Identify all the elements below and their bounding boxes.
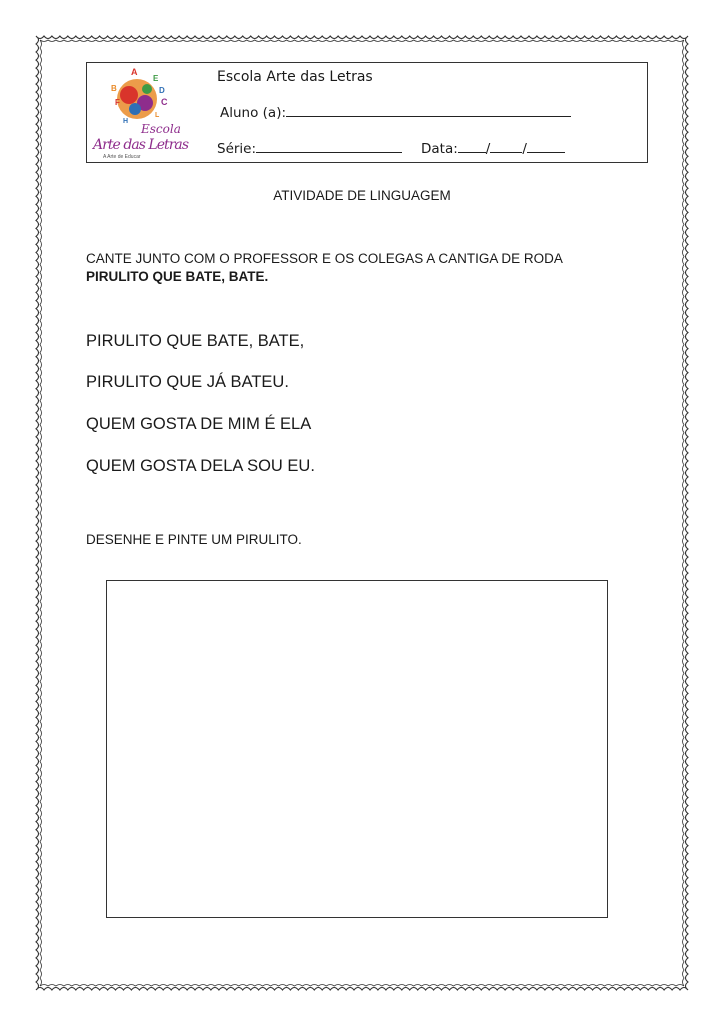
grade-label: Série: [217,141,257,157]
logo-script-escola: Escola [141,122,181,136]
date-day-field[interactable] [458,139,486,153]
drawing-instruction: DESENHE E PINTE UM PIRULITO. [86,532,302,547]
activity-title: ATIVIDADE DE LINGUAGEM [273,188,451,203]
song-line: QUEM GOSTA DE MIM É ELA [86,415,312,433]
song-line: PIRULITO QUE BATE, BATE, [86,332,305,350]
song-instructions [86,250,626,286]
date-label: Data: [421,141,458,157]
date-year-field[interactable] [527,139,565,153]
student-info-header [86,62,648,163]
logo-letter: F [115,98,120,107]
logo-letter: C [161,97,168,107]
school-name: Escola Arte das Letras [217,69,373,85]
logo-tagline: A Arte de Educar [103,154,141,160]
logo-letter: D [159,86,165,95]
logo-script-title: Arte das Letras [93,137,189,153]
date-separator: / [522,141,527,157]
song-line: PIRULITO QUE JÁ BATEU. [86,373,289,391]
instructions-text: CANTE JUNTO COM O PROFESSOR E OS COLEGAS A CANTIGA DE RODA [86,251,563,266]
date-month-field[interactable] [490,139,522,153]
song-line: QUEM GOSTA DELA SOU EU. [86,457,315,475]
logo-letter: E [153,74,159,83]
student-name-label: Aluno (a): [220,105,287,121]
date-separator: / [485,141,491,157]
school-logo [89,65,211,161]
grade-field[interactable] [256,139,402,153]
logo-letter: B [111,84,117,93]
student-name-field[interactable] [286,103,571,117]
student-name-row [220,103,571,121]
logo-letter: L [155,112,160,119]
logo-letter: H [123,118,129,125]
logo-letter: A [131,67,138,77]
drawing-area[interactable] [106,580,608,918]
grade-row [217,139,402,157]
date-row [421,139,565,157]
song-title: PIRULITO QUE BATE, BATE. [86,269,269,284]
